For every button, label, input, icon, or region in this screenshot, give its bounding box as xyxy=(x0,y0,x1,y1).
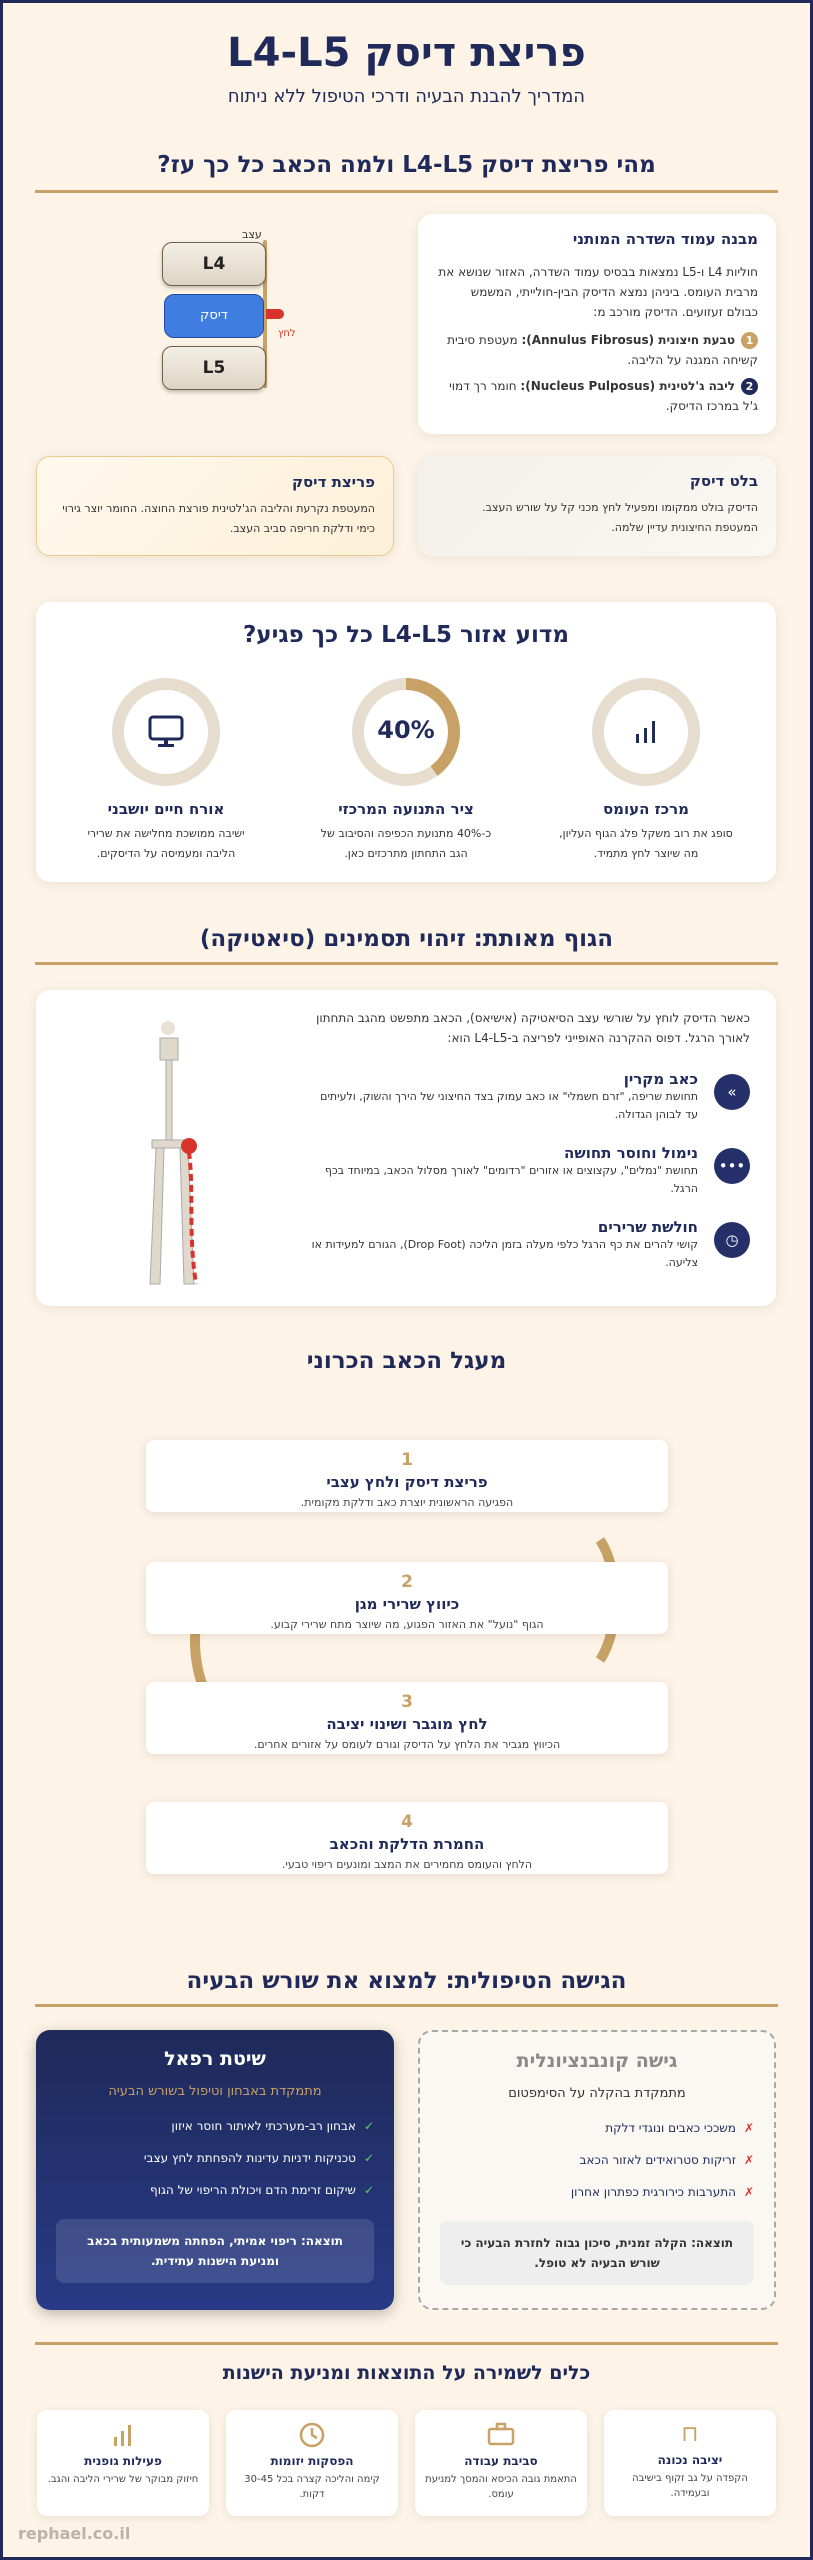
cycle-step-title: פריצת דיסק ולחץ עצבי xyxy=(326,1473,488,1491)
tool-card xyxy=(604,2410,776,2516)
rafael-item xyxy=(56,2117,374,2135)
conventional-item-text: התערבות כירורגית כפתרון אחרון xyxy=(570,2185,736,2199)
section-title-why: מדוע אזור L4-L5 כל כך פגיע? xyxy=(242,622,570,648)
stat-ring xyxy=(592,678,700,786)
bulge-card-title: בלט דיסק xyxy=(689,472,758,490)
page-title: פריצת דיסק L4-L5 xyxy=(227,30,586,76)
rafael-result: תוצאה: ריפוי אמיתי, הפחתה משמעותית בכאב ומניעת הישנות עתידית. xyxy=(56,2219,374,2283)
number-badge: 2 xyxy=(741,378,758,395)
stat-sedentary xyxy=(56,678,276,864)
symptom-title: נימול וחוסר תחושה xyxy=(564,1144,698,1162)
x-icon: ✗ xyxy=(743,2185,754,2199)
structure-card-title: מבנה עמוד השדרה המותני xyxy=(572,230,758,248)
structure-item-text: חומר רך דמוי ג'ל במרכז הדיסק. xyxy=(449,379,758,413)
section-title-cycle: מעגל הכאב הכרוני xyxy=(306,1348,507,1374)
conventional-item xyxy=(440,2151,754,2169)
spine-diagram xyxy=(150,224,310,394)
cycle-step-title: כיווץ שרירי מגן xyxy=(354,1595,460,1613)
bar-chart-icon xyxy=(631,717,661,747)
stat-movement-axis xyxy=(296,678,516,864)
cycle-step xyxy=(146,1562,668,1634)
tool-title: הפסקות יזומות xyxy=(270,2454,354,2468)
bar-chart-icon xyxy=(37,2422,209,2448)
x-icon: ✗ xyxy=(743,2153,754,2167)
stat-title: אורח חיים יושבני xyxy=(107,800,225,818)
cycle-step-text: הכיווץ מגביר את הלחץ על הדיסק וגורם לעומס על אזורים אחרים. xyxy=(253,1738,561,1751)
cycle-step-number: 3 xyxy=(401,1692,413,1712)
stat-text: כ-40% מתנועת הכפיפה והסיבוב של הגב התחתון מתרכזים כאן. xyxy=(320,827,492,860)
symptom-title: כאב מקרין xyxy=(623,1070,698,1088)
symptoms-intro: כאשר הדיסק לוחץ על שורשי עצב הסיאטיקה (אישיאס), הכאב מתפשט מהגב התחתון לאורך הרגל. דפוס ההקרנה האופייני לפריצה ב-L4-L5 הוא: xyxy=(316,1011,750,1045)
symptoms-card xyxy=(36,990,776,1306)
tool-text: חיזוק מבוקר של שרירי הליבה והגב. xyxy=(47,2474,199,2485)
cycle-step-text: הלחץ והעומס מחמירים את המצב ומונעים ריפוי טבעי. xyxy=(281,1858,533,1871)
tool-card xyxy=(415,2410,587,2516)
symptom-item xyxy=(310,1218,750,1280)
tool-title: יציבה נכונה xyxy=(657,2453,723,2467)
monitor-icon xyxy=(148,715,184,749)
cycle-step-title: החמרת הדלקת והכאב xyxy=(329,1835,485,1853)
number-badge: 1 xyxy=(741,332,758,349)
vulnerability-card xyxy=(36,602,776,882)
section-title-symptoms: הגוף מאותת: זיהוי תסמינים (סיאטיקה) xyxy=(199,926,614,952)
section-title-what-is: מהי פריצת דיסק L4-L5 ולמה הכאב כל כך עז? xyxy=(157,152,656,178)
herniation-card-text: המעטפת נקרעת והליבה הג'לטינית פורצת החוצה. החומר יוצר גירוי כימי ודלקת חריפה סביב העצב. xyxy=(62,502,375,535)
stat-title: ציר התנועה המרכזי xyxy=(338,800,474,818)
conventional-item xyxy=(440,2183,754,2201)
divider xyxy=(35,2342,778,2345)
conventional-item-text: זריקות סטרואידים לאזור הכאב xyxy=(579,2153,736,2167)
structure-card-text: חוליות L4 ו-L5 נמצאות בבסיס עמוד השדרה, האזור שנושא את מרבית העומס. ביניהן נמצא הדיסק הבין-חולייתי, המשמש כבולם זעזועים. הדיסק מורכב מ: xyxy=(438,265,758,319)
x-icon: ✗ xyxy=(743,2121,754,2135)
stat-text: סופג את רוב משקל פלג הגוף העליון, מה שיוצר לחץ מתמיד. xyxy=(559,827,733,860)
conventional-item xyxy=(440,2119,754,2137)
rafael-item xyxy=(56,2181,374,2199)
section-title-approach: הגישה הטיפולית: למצוא את שורש הבעיה xyxy=(186,1968,627,1994)
stat-load-center xyxy=(536,678,756,864)
herniation-bulge xyxy=(266,309,284,319)
divider xyxy=(35,962,778,965)
rafael-title: שיטת רפאל xyxy=(164,2048,266,2070)
site-watermark: rephael.co.il xyxy=(18,2524,131,2543)
lock-icon: ⊓ xyxy=(681,2422,699,2447)
tool-text: הקפדה על גב זקוף בישיבה ובעמידה. xyxy=(632,2473,748,2499)
herniation-card xyxy=(36,456,394,556)
section-title-tools: כלים לשמירה על התוצאות ומניעת הישנות xyxy=(222,2362,591,2384)
conventional-item-text: משככי כאבים ונוגדי דלקת xyxy=(605,2121,736,2135)
chevrons-icon: » xyxy=(714,1074,750,1110)
check-icon: ✓ xyxy=(363,2151,374,2165)
structure-item-bold: טבעת חיצונית (Annulus Fibrosus): xyxy=(521,333,735,347)
tool-title: סביבת עבודה xyxy=(464,2454,538,2468)
progress-value: 40% xyxy=(377,716,435,744)
dots-icon: ••• xyxy=(714,1148,750,1184)
cycle-step-title: לחץ מוגבר ושינוי יציבה xyxy=(326,1715,488,1733)
structure-item xyxy=(436,376,758,416)
cycle-step xyxy=(146,1682,668,1754)
cycle-step xyxy=(146,1440,668,1512)
structure-item-text: מעטפת סיבית קשיחה המגנה על הליבה. xyxy=(447,333,758,367)
briefcase-icon xyxy=(415,2422,587,2448)
cycle-step-text: הגוף "נועל" את האזור הפגוע, מה שיוצר מתח שרירי קבוע. xyxy=(270,1618,544,1631)
disc: דיסק xyxy=(164,294,264,338)
cycle-step-text: הפגיעה הראשונית יוצרת כאב ודלקת מקומית. xyxy=(300,1496,514,1509)
herniation-card-title: פריצת דיסק xyxy=(291,473,375,491)
check-icon: ✓ xyxy=(363,2183,374,2197)
tool-card xyxy=(37,2410,209,2516)
progress-ring xyxy=(352,678,460,786)
rafael-item-text: אבחון רב-מערכתי לאיתור חוסר איזון xyxy=(171,2119,356,2133)
structure-item-bold: ליבה ג'לטינית (Nucleus Pulposus): xyxy=(520,379,735,393)
conventional-title: גישה קונבנציונלית xyxy=(516,2050,678,2072)
divider xyxy=(35,2004,778,2007)
stat-ring xyxy=(112,678,220,786)
stat-text: ישיבה ממושכת מחלישה את שרירי הליבה ומעמיסה על הדיסקים. xyxy=(87,827,245,860)
pressure-label: לחץ xyxy=(278,328,296,339)
symptom-text: תחושת "נמלים", עקצוצים או אזורים "רדומים" לאורך מסלול הכאב, במיוחד בכף הרגל. xyxy=(324,1164,698,1195)
rafael-item-text: טכניקות ידניות עדינות להפחתת לחץ עצבי xyxy=(143,2151,356,2165)
symptom-item xyxy=(310,1144,750,1206)
conventional-card xyxy=(418,2030,776,2310)
cycle-step-number: 1 xyxy=(401,1450,413,1470)
cycle-step-number: 2 xyxy=(401,1572,413,1592)
divider xyxy=(35,190,778,193)
symptom-text: תחושת שריפה, "זרם חשמלי" או כאב עמוק בצד החיצוני של הירך והשוק, ולעיתים עד לבוהן הגדולה. xyxy=(320,1090,698,1121)
clock-icon xyxy=(226,2422,398,2448)
conventional-subtitle: מתמקדת בהקלה על הסימפטום xyxy=(508,2086,686,2101)
rafael-item xyxy=(56,2149,374,2167)
vertebra-l5: L5 xyxy=(162,346,266,390)
page-subtitle: המדריך להבנת הבעיה ודרכי הטיפול ללא ניתוח xyxy=(227,86,586,107)
tool-title: פעילות גופנית xyxy=(84,2454,162,2468)
tool-text: קימה והליכה קצרה בכל 30-45 דקות. xyxy=(244,2474,380,2500)
symptom-text: קושי להרים את כף הרגל כלפי מעלה בזמן הליכה (Drop Foot), הגורם למעידות או צליעה. xyxy=(311,1238,698,1269)
structure-item xyxy=(436,330,758,370)
clock-icon: ◷ xyxy=(714,1222,750,1258)
tool-text: התאמת גובה הכיסא והמסך למניעת עומס. xyxy=(425,2474,577,2500)
rafael-item-text: שיקום זרימת הדם ויכולת הריפוי של הגוף xyxy=(150,2183,356,2197)
symptom-title: חולשת שרירים xyxy=(597,1218,698,1236)
rafael-method-card xyxy=(36,2030,394,2310)
leg-figure-illustration xyxy=(126,1012,246,1292)
symptom-item xyxy=(310,1070,750,1132)
cycle-step-number: 4 xyxy=(401,1812,413,1832)
bulge-card xyxy=(418,456,776,556)
nerve-label: עצב xyxy=(242,228,262,241)
stat-title: מרכז העומס xyxy=(602,800,690,818)
bulge-card-text: הדיסק בולט ממקומו ומפעיל לחץ מכני קל על שורש העצב. המעטפת החיצונית עדיין שלמה. xyxy=(482,501,758,534)
structure-card xyxy=(418,214,776,434)
conventional-result: תוצאה: הקלה זמנית, סיכון גבוה לחזרת הבעיה כי שורש הבעיה לא טופל. xyxy=(440,2221,754,2285)
check-icon: ✓ xyxy=(363,2119,374,2133)
vertebra-l4: L4 xyxy=(162,242,266,286)
rafael-subtitle: מתמקדת באבחון וטיפול בשורש הבעיה xyxy=(108,2084,322,2099)
tool-card xyxy=(226,2410,398,2516)
cycle-step xyxy=(146,1802,668,1874)
